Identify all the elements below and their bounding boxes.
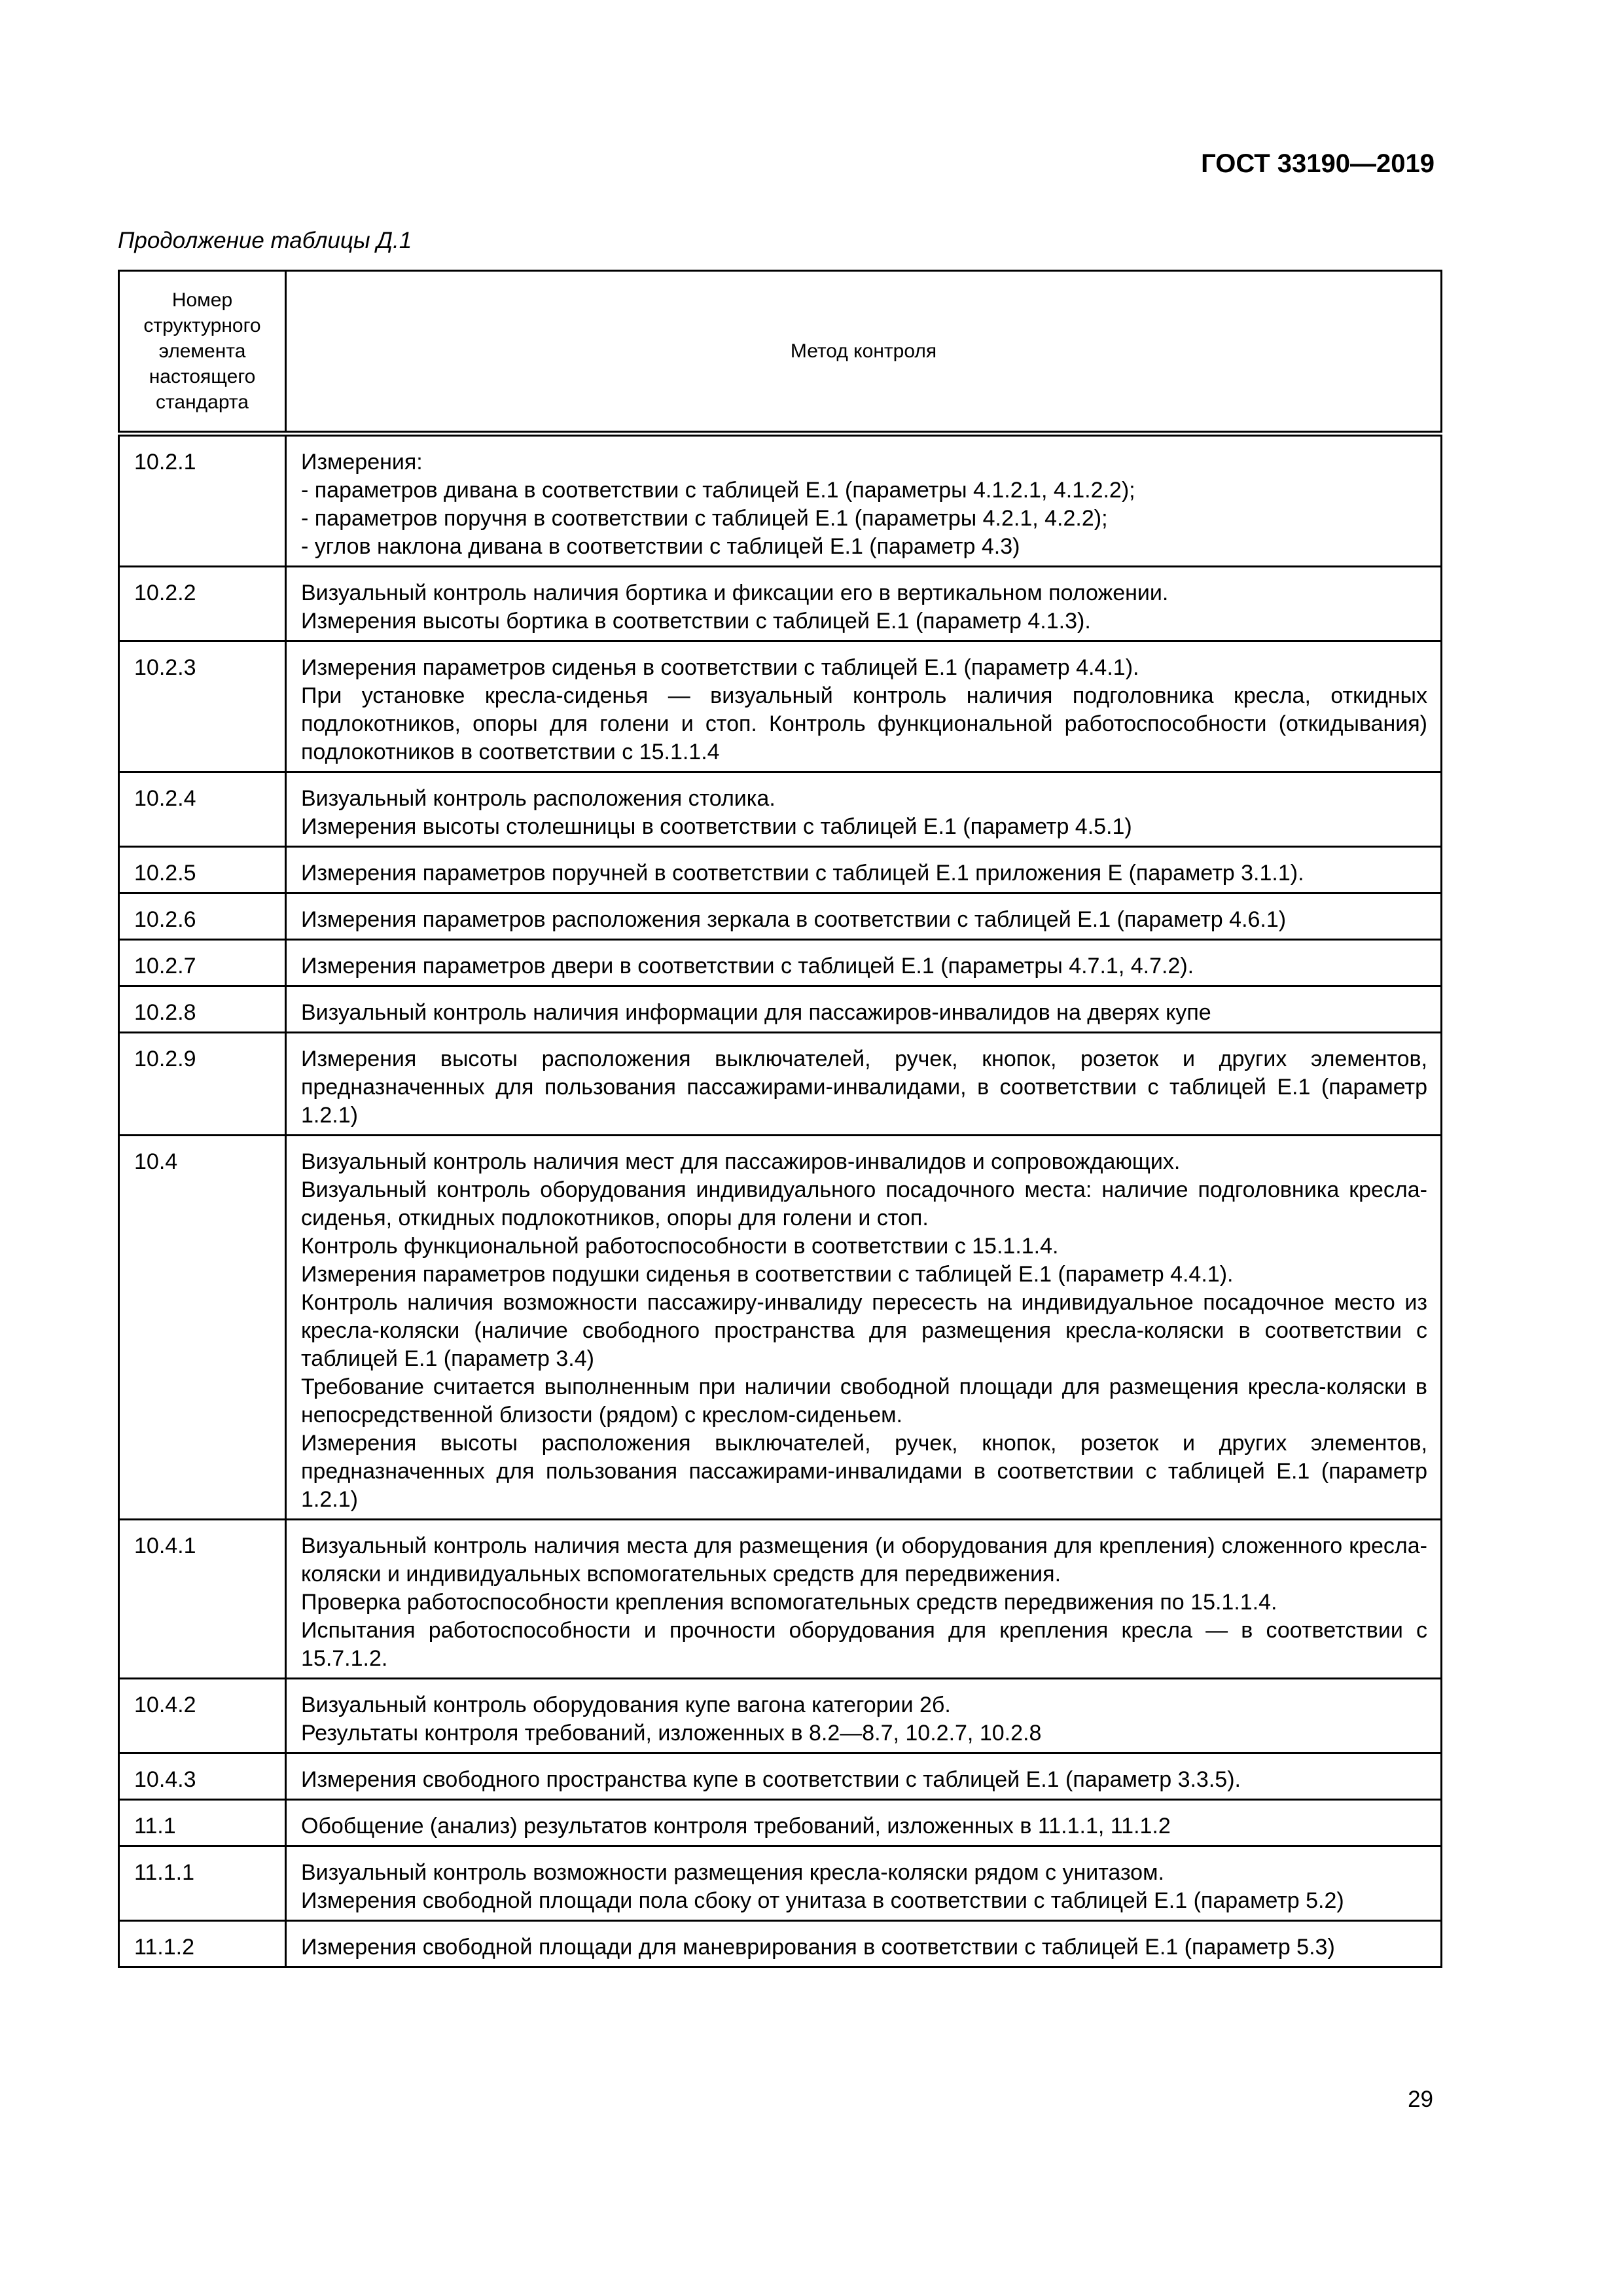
method-line: Визуальный контроль наличия мест для пассажиров-инвалидов и сопровождающих. — [301, 1149, 1181, 1174]
row-method — [286, 1679, 1442, 1753]
row-method — [286, 1800, 1442, 1846]
row-number: 10.2.6 — [119, 893, 286, 940]
table-row — [119, 1136, 1442, 1520]
method-line: Визуальный контроль расположения столика. — [301, 786, 776, 811]
row-number: 10.2.4 — [119, 772, 286, 847]
table-row — [119, 847, 1442, 893]
row-method — [286, 1520, 1442, 1679]
table-row — [119, 772, 1442, 847]
method-line: Визуальный контроль наличия бортика и фиксации его в вертикальном положении. — [301, 581, 1169, 605]
table-row — [119, 567, 1442, 641]
method-line: Измерения: — [301, 450, 423, 475]
row-method — [286, 893, 1442, 940]
table-row — [119, 940, 1442, 986]
method-line: При установке кресла-сиденья — визуальный контроль наличия подголовника кресла, откидных подлокотников, опоры для голени и стоп. Контроль функциональной работоспособности (откидывания) подлокотников в соответствии с 15.1.1.4 — [301, 683, 1427, 764]
table-row — [119, 1520, 1442, 1679]
table-header-row — [119, 271, 1442, 434]
table-row — [119, 1679, 1442, 1753]
column-header-method: Метод контроля — [286, 271, 1442, 434]
row-number: 10.4.3 — [119, 1753, 286, 1800]
row-method — [286, 847, 1442, 893]
method-line: Контроль наличия возможности пассажиру-инвалиду пересесть на индивидуальное посадочное место из кресла-коляски (наличие свободного пространства для размещения кресла-коляски в соответствии с таблицей Е.1 (параметр 3.4) — [301, 1290, 1427, 1371]
method-line: Визуальный контроль оборудования купе вагона категории 2б. — [301, 1693, 951, 1717]
method-line: Визуальный контроль наличия места для размещения (и оборудования для крепления) сложенного кресла-коляски и индивидуальных вспомогательных средств для передвижения. — [301, 1534, 1427, 1587]
table-row — [119, 893, 1442, 940]
control-methods-table — [118, 270, 1442, 1968]
table-row — [119, 1921, 1442, 1967]
table-caption: Продолжение таблицы Д.1 — [118, 228, 412, 253]
method-line: Результаты контроля требований, изложенных в 8.2—8.7, 10.2.7, 10.2.8 — [301, 1721, 1042, 1746]
method-line: Измерения параметров расположения зеркала в соответствии с таблицей Е.1 (параметр 4.6.1) — [301, 907, 1287, 932]
method-line: Измерения свободной площади для маневрирования в соответствии с таблицей Е.1 (параметр 5.3) — [301, 1935, 1335, 1960]
method-line: Проверка работоспособности крепления вспомогательных средств передвижения по 15.1.1.4. — [301, 1590, 1277, 1615]
row-method — [286, 1753, 1442, 1800]
row-number: 10.4.1 — [119, 1520, 286, 1679]
method-line: Требование считается выполненным при наличии свободной площади для размещения кресла-коляски в непосредственной близости (рядом) с креслом-сиденьем. — [301, 1374, 1427, 1427]
method-line: Измерения высоты расположения выключателей, ручек, кнопок, розеток и других элементов, предназначенных для пользования пассажирами-инвалидами, в соответствии с таблицей Е.1 (параметр 1.2.1) — [301, 1047, 1427, 1128]
method-line: Измерения параметров двери в соответствии с таблицей Е.1 (параметры 4.7.1, 4.7.2). — [301, 954, 1194, 978]
row-number: 10.2.2 — [119, 567, 286, 641]
page-number: 29 — [1408, 2087, 1433, 2112]
method-line: - углов наклона дивана в соответствии с таблицей Е.1 (параметр 4.3) — [301, 534, 1020, 559]
row-method — [286, 567, 1442, 641]
method-line: - параметров дивана в соответствии с таблицей Е.1 (параметры 4.1.2.1, 4.1.2.2); — [301, 478, 1135, 503]
method-line: Измерения параметров подушки сиденья в соответствии с таблицей Е.1 (параметр 4.4.1). — [301, 1262, 1234, 1287]
method-line: Визуальный контроль оборудования индивидуального посадочного места: наличие подголовника кресла-сиденья, откидных подлокотников, опоры для голени и стоп. — [301, 1177, 1427, 1230]
row-number: 10.4 — [119, 1136, 286, 1520]
row-number: 10.2.7 — [119, 940, 286, 986]
table-row — [119, 1846, 1442, 1921]
method-line: Визуальный контроль наличия информации для пассажиров-инвалидов на дверях купе — [301, 1000, 1211, 1025]
method-line: Измерения высоты бортика в соответствии с таблицей Е.1 (параметр 4.1.3). — [301, 609, 1091, 634]
table-row — [119, 986, 1442, 1033]
row-number: 10.2.3 — [119, 641, 286, 772]
method-line: Испытания работоспособности и прочности оборудования для крепления кресла — в соответствии с 15.7.1.2. — [301, 1618, 1427, 1671]
row-number: 10.2.8 — [119, 986, 286, 1033]
row-number: 11.1.1 — [119, 1846, 286, 1921]
method-line: - параметров поручня в соответствии с таблицей Е.1 (параметры 4.2.1, 4.2.2); — [301, 506, 1108, 531]
row-number: 10.2.5 — [119, 847, 286, 893]
row-method — [286, 1033, 1442, 1136]
row-number: 11.1.2 — [119, 1921, 286, 1967]
row-method — [286, 641, 1442, 772]
row-number: 11.1 — [119, 1800, 286, 1846]
method-line: Измерения высоты расположения выключателей, ручек, кнопок, розеток и других элементов, предназначенных для пользования пассажирами-инвалидами в соответствии с таблицей Е.1 (параметр 1.2.1) — [301, 1431, 1427, 1512]
column-header-number: Номер структурного элемента настоящего стандарта — [119, 271, 286, 434]
row-method — [286, 434, 1442, 567]
row-number: 10.2.9 — [119, 1033, 286, 1136]
method-line: Измерения параметров поручней в соответствии с таблицей Е.1 приложения Е (параметр 3.1.1). — [301, 861, 1304, 886]
table-row — [119, 1033, 1442, 1136]
row-number: 10.2.1 — [119, 434, 286, 567]
method-line: Визуальный контроль возможности размещения кресла-коляски рядом с унитазом. — [301, 1860, 1164, 1885]
row-method — [286, 772, 1442, 847]
method-line: Измерения свободной площади пола сбоку от унитаза в соответствии с таблицей Е.1 (параметр 5.2) — [301, 1888, 1344, 1913]
row-method — [286, 986, 1442, 1033]
method-line: Обобщение (анализ) результатов контроля требований, изложенных в 11.1.1, 11.1.2 — [301, 1814, 1171, 1839]
row-method — [286, 1921, 1442, 1967]
table-row — [119, 641, 1442, 772]
table-row — [119, 434, 1442, 567]
table-row — [119, 1800, 1442, 1846]
method-line: Контроль функциональной работоспособности в соответствии с 15.1.1.4. — [301, 1234, 1059, 1259]
row-method — [286, 940, 1442, 986]
table-row — [119, 1753, 1442, 1800]
method-line: Измерения параметров сиденья в соответствии с таблицей Е.1 (параметр 4.4.1). — [301, 655, 1139, 680]
row-method — [286, 1846, 1442, 1921]
row-method — [286, 1136, 1442, 1520]
row-number: 10.4.2 — [119, 1679, 286, 1753]
standard-id: ГОСТ 33190—2019 — [1201, 149, 1435, 178]
method-line: Измерения свободного пространства купе в соответствии с таблицей Е.1 (параметр 3.3.5). — [301, 1767, 1241, 1792]
method-line: Измерения высоты столешницы в соответствии с таблицей Е.1 (параметр 4.5.1) — [301, 814, 1132, 839]
table-body — [119, 434, 1442, 1967]
